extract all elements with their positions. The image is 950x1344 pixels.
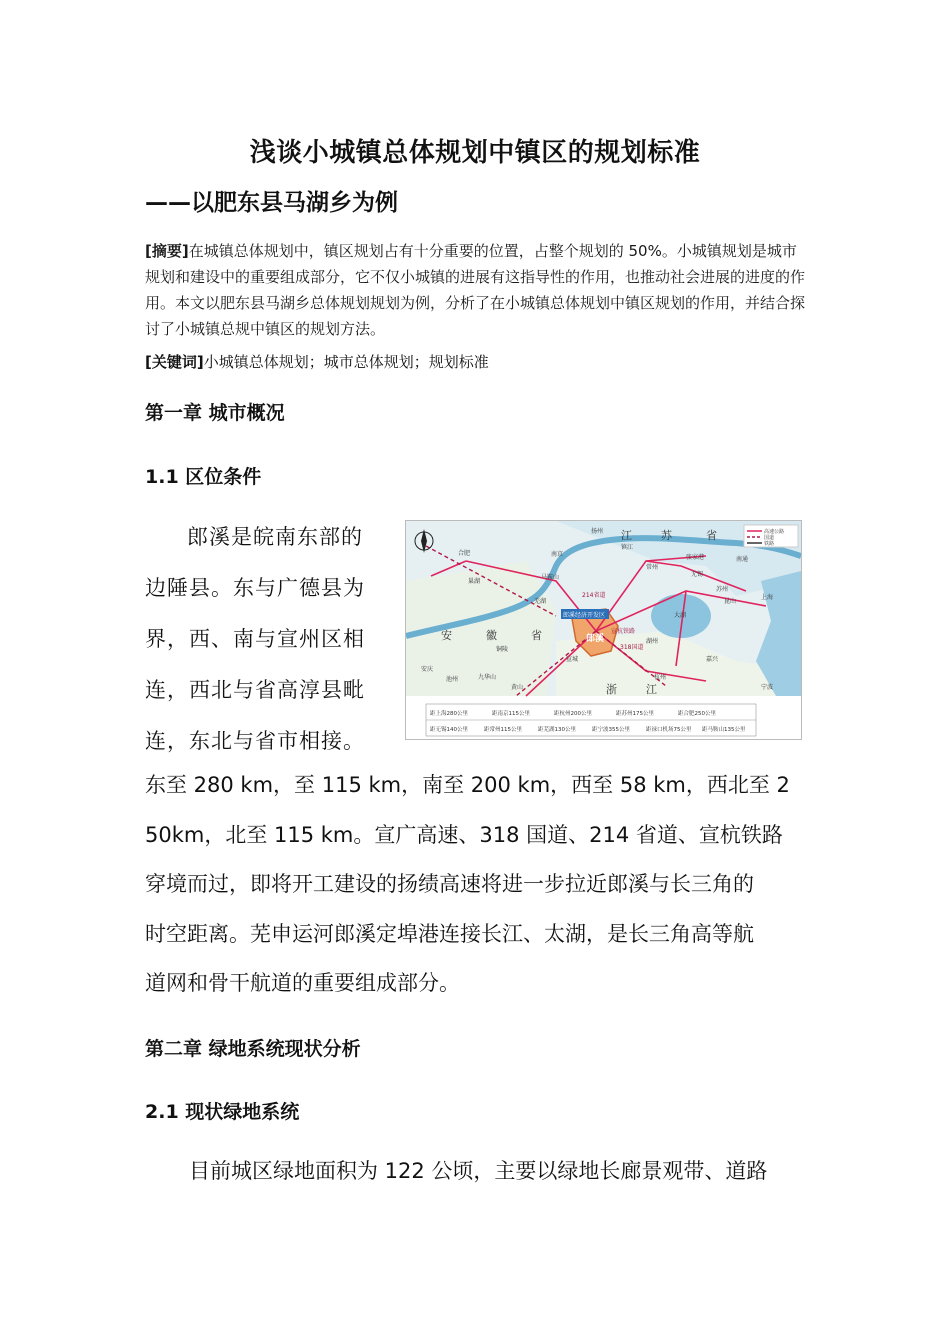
location-map — [405, 520, 802, 740]
keywords-label: [关键词] — [145, 353, 204, 371]
distance-cell: 距无锡140公里 — [430, 727, 468, 733]
paragraph-location — [145, 761, 810, 1009]
document-subtitle: ——以肥东县马湖乡为例 — [145, 190, 398, 216]
city-label: 九华山 — [478, 674, 497, 681]
section-heading-1-1: 1.1 区位条件 — [145, 466, 262, 488]
city-label: 昆山 — [724, 598, 737, 605]
distance-cell: 距南京115公里 — [492, 711, 530, 717]
city-label: 铜陵 — [496, 646, 509, 653]
city-label: 芜湖 — [534, 598, 547, 605]
distance-cell: 距杭州200公里 — [554, 711, 592, 717]
city-label: 池州 — [446, 676, 459, 683]
road-label: 宣杭铁路 — [611, 628, 636, 635]
map-center-label: 郎溪 — [586, 634, 605, 644]
wrapped-paragraph — [145, 512, 395, 767]
city-label: 上海 — [761, 594, 774, 601]
province-label: 江 — [621, 529, 632, 542]
city-label: 大湖 — [674, 612, 687, 619]
abstract — [145, 238, 810, 342]
city-label: 马鞍山 — [541, 574, 560, 581]
map-banner: 郎溪经济开发区 — [563, 612, 606, 619]
paragraph-green-space: 目前城区绿地面积为 122 公顷，主要以绿地长廊景观带、道路 — [189, 1159, 768, 1183]
road-label: 318国道 — [620, 644, 644, 651]
distance-cell: 距宁波355公里 — [592, 727, 630, 733]
city-label: 南通 — [736, 556, 749, 563]
paragraph-line: 时空距离。芜申运河郎溪定埠港连接长江、太湖，是长三角高等航 — [145, 921, 754, 946]
province-label: 苏 — [661, 529, 672, 542]
distance-cell: 距芜湖130公里 — [538, 727, 576, 733]
province-label: 徽 — [486, 629, 497, 642]
paragraph-line: 50km，北至 115 km。宣广高速、318 国道、214 省道、宣杭铁路 — [145, 822, 783, 847]
province-label: 浙 — [606, 683, 617, 696]
province-label: 省 — [706, 529, 717, 542]
abstract-label: [摘要] — [145, 242, 189, 260]
city-label: 扬州 — [591, 528, 604, 535]
city-label: 苏州 — [716, 586, 729, 593]
legend-item: 国道 — [764, 535, 775, 541]
city-label: 杭州 — [654, 674, 667, 681]
paragraph-line: 道网和骨干航道的重要组成部分。 — [145, 971, 460, 995]
wrap-line: 边陲县。东与广德县为 — [145, 576, 365, 600]
paragraph-line: 穿境而过，即将开工建设的扬绩高速将进一步拉近郎溪与长三角的 — [145, 872, 754, 896]
city-label: 湖州 — [646, 638, 659, 645]
chapter-heading-2: 第二章 绿地系统现状分析 — [145, 1038, 361, 1060]
wrap-line: 郎溪是皖南东部的 — [187, 525, 363, 549]
city-label: 张家港 — [686, 554, 705, 561]
legend-item: 高速公路 — [764, 529, 785, 535]
city-label: 合肥 — [458, 550, 471, 557]
distance-cell: 距马鞍山135公里 — [702, 727, 746, 733]
province-label: 省 — [531, 629, 542, 642]
city-label: 安庆 — [421, 666, 434, 673]
city-label: 宣城 — [566, 656, 579, 663]
distance-cell: 距苏州175公里 — [616, 711, 654, 717]
document-title: 浅谈小城镇总体规划中镇区的规划标准 — [249, 138, 701, 168]
wrap-line: 连，西北与省高淳县毗 — [145, 678, 365, 702]
wrap-line: 连，东北与省市相接。 — [145, 729, 365, 753]
distance-cell: 距上海280公里 — [430, 711, 468, 717]
province-label: 安 — [441, 629, 452, 642]
city-label: 镇江 — [621, 544, 634, 551]
paragraph-line: 东至 280 km，至 115 km，南至 200 km，西至 58 km，西北至 2 — [145, 773, 790, 797]
distance-cell: 距合肥250公里 — [678, 711, 716, 717]
city-label: 宁波 — [761, 684, 774, 691]
keywords-text: 小城镇总体规划；城市总体规划；规划标准 — [203, 353, 489, 371]
city-label: 常州 — [646, 564, 659, 571]
city-label: 黄山 — [511, 684, 524, 691]
section-heading-2-1: 2.1 现状绿地系统 — [145, 1101, 300, 1123]
road-label: 214省道 — [582, 592, 606, 599]
province-label: 江 — [646, 683, 657, 696]
city-label: 南京 — [551, 551, 564, 558]
keywords — [145, 349, 810, 375]
city-label: 无锡 — [691, 571, 704, 578]
city-label: 巢湖 — [468, 578, 481, 585]
abstract-text: 在城镇总体规划中，镇区规划占有十分重要的位置，占整个规划的 50%。小城镇规划是城市规划和建设中的重要组成部分，它不仅小城镇的进展有这指导性的作用，也推动社会进展的进度的作用。本文以肥东县马湖乡总体规划规划为例，分析了在小城镇总体规划中镇区规划的作用，并结合探讨了小城镇总规中镇区的规划方法。 — [145, 242, 806, 338]
distance-cell: 距禄口机场75公里 — [646, 727, 692, 733]
legend-item: 铁路 — [764, 541, 775, 547]
city-label: 嘉兴 — [706, 656, 719, 663]
chapter-heading-1: 第一章 城市概况 — [145, 402, 285, 424]
distance-cell: 距常州115公里 — [484, 727, 522, 733]
wrap-line: 界，西、南与宣州区相 — [145, 627, 365, 651]
